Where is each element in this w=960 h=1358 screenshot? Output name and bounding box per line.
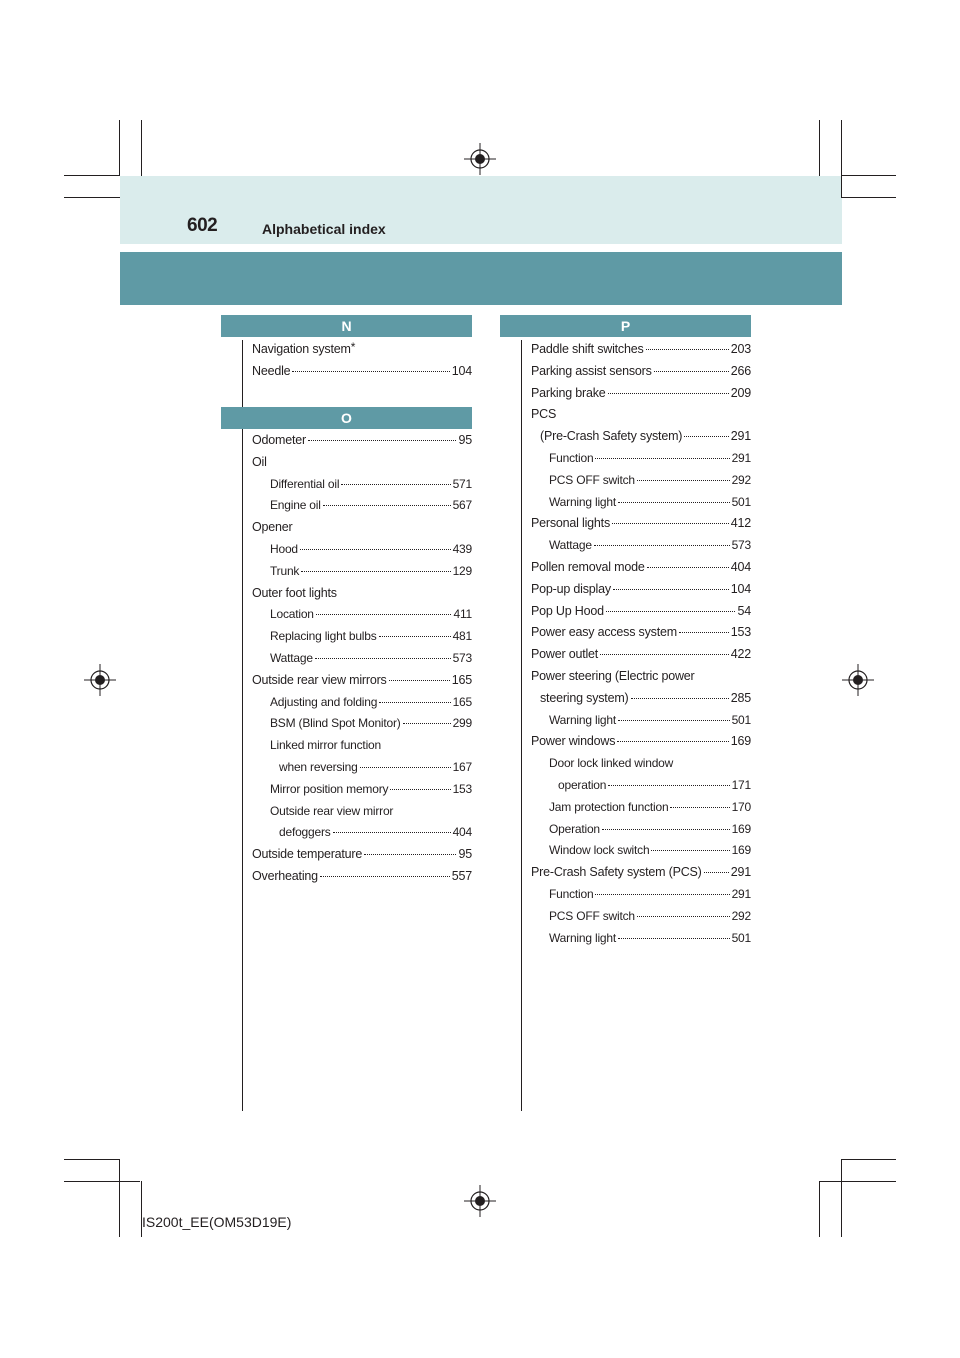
dot-leader bbox=[670, 806, 729, 808]
index-entry-label: Opener bbox=[252, 520, 293, 535]
index-entry bbox=[531, 513, 751, 535]
dot-leader bbox=[292, 370, 449, 372]
index-entry-label: Wattage bbox=[549, 538, 592, 553]
index-entry-label: Door lock linked window bbox=[549, 756, 674, 771]
dot-leader bbox=[364, 853, 456, 855]
index-entry-label: Needle bbox=[252, 363, 291, 378]
index-entry bbox=[252, 495, 472, 517]
index-entry-page: 169 bbox=[731, 821, 751, 836]
index-entry-page: 439 bbox=[452, 541, 472, 556]
index-entry-page: 203 bbox=[730, 342, 751, 356]
dot-leader bbox=[684, 435, 728, 437]
letter-tab-p: P bbox=[500, 315, 751, 337]
index-entry-label: Oil bbox=[252, 454, 267, 469]
dot-leader bbox=[606, 610, 736, 612]
index-entry-page: 571 bbox=[452, 476, 472, 491]
index-entry-label: Differential oil bbox=[270, 476, 340, 491]
index-entry-label: Outside rear view mirrors bbox=[252, 672, 387, 687]
index-entry bbox=[531, 731, 751, 753]
index-entry-page: 170 bbox=[731, 799, 751, 814]
index-entry bbox=[531, 470, 751, 492]
index-list-p bbox=[531, 339, 751, 949]
index-entry-page: 411 bbox=[453, 607, 472, 622]
dot-leader bbox=[631, 697, 729, 699]
index-entry bbox=[531, 862, 751, 884]
index-entry-label: Jam protection function bbox=[549, 799, 669, 814]
dot-leader bbox=[618, 501, 730, 503]
registration-mark-icon bbox=[84, 664, 116, 696]
dot-leader bbox=[323, 504, 451, 506]
index-entry-label: operation bbox=[558, 777, 607, 792]
index-entry-label: Power windows bbox=[531, 734, 616, 749]
letter-tab-n: N bbox=[221, 315, 472, 337]
index-entry bbox=[252, 430, 472, 452]
index-entry-page: 501 bbox=[731, 494, 751, 509]
index-entry-label: when reversing bbox=[279, 759, 358, 774]
index-entry-label: Adjusting and folding bbox=[270, 694, 378, 709]
dot-leader bbox=[301, 570, 450, 572]
index-entry bbox=[252, 692, 472, 714]
index-entry-label: Navigation system bbox=[252, 342, 351, 356]
dot-leader bbox=[651, 849, 729, 851]
dot-leader bbox=[390, 788, 450, 790]
index-entry-page: 165 bbox=[452, 694, 472, 709]
index-entry-page: 169 bbox=[731, 843, 751, 858]
crop-mark bbox=[119, 120, 120, 176]
dot-leader bbox=[300, 548, 451, 550]
index-entry bbox=[252, 735, 472, 757]
index-entry bbox=[252, 822, 472, 844]
dot-leader bbox=[333, 831, 451, 833]
index-entry bbox=[531, 797, 751, 819]
index-entry-label: Overheating bbox=[252, 868, 318, 883]
index-entry bbox=[531, 579, 751, 601]
dot-leader bbox=[602, 828, 730, 830]
crop-mark bbox=[64, 197, 120, 198]
dot-leader bbox=[594, 544, 730, 546]
index-entry-label: Outer foot lights bbox=[252, 585, 337, 600]
dot-leader bbox=[608, 392, 729, 394]
dot-leader bbox=[612, 522, 729, 524]
index-entry bbox=[531, 928, 751, 950]
crop-mark bbox=[842, 197, 896, 198]
crop-mark bbox=[819, 120, 820, 176]
registration-mark-icon bbox=[842, 664, 874, 696]
index-entry-label: Window lock switch bbox=[549, 843, 650, 858]
index-entry bbox=[531, 688, 751, 710]
index-entry-label: Wattage bbox=[270, 650, 313, 665]
crop-mark bbox=[842, 1159, 896, 1160]
index-entry bbox=[252, 361, 472, 383]
index-entry-label: Warning light bbox=[549, 712, 616, 727]
letter-tab-o: O bbox=[221, 407, 472, 429]
index-list-o bbox=[252, 430, 472, 888]
column-rule bbox=[242, 340, 243, 1111]
index-entry-label: Paddle shift switches bbox=[531, 342, 644, 356]
column-rule bbox=[521, 340, 522, 1111]
index-entry bbox=[252, 539, 472, 561]
index-entry-page: 209 bbox=[730, 385, 751, 400]
index-entry bbox=[531, 666, 751, 688]
index-entry bbox=[252, 517, 472, 539]
index-entry-page: 129 bbox=[452, 563, 472, 578]
dot-leader bbox=[595, 893, 729, 895]
crop-mark bbox=[64, 1181, 140, 1182]
index-entry bbox=[531, 557, 751, 579]
index-entry-page: 153 bbox=[452, 781, 472, 796]
index-entry-label: Operation bbox=[549, 821, 600, 836]
dot-leader bbox=[389, 679, 450, 681]
index-entry bbox=[531, 840, 751, 862]
index-entry-page: 291 bbox=[731, 886, 751, 901]
index-entry-page: 292 bbox=[731, 472, 751, 487]
index-entry bbox=[531, 404, 751, 426]
crop-mark bbox=[841, 1159, 842, 1237]
index-entry-page: 567 bbox=[452, 498, 472, 513]
dot-leader bbox=[617, 740, 728, 742]
index-entry-page: 169 bbox=[730, 734, 751, 749]
index-entry-page: 481 bbox=[452, 629, 472, 644]
index-entry bbox=[252, 670, 472, 692]
index-entry-label: Function bbox=[549, 886, 594, 901]
index-entry-label: PCS bbox=[531, 407, 557, 422]
index-entry bbox=[531, 535, 751, 557]
document-code: IS200t_EE(OM53D19E) bbox=[142, 1214, 292, 1230]
header-top-bar bbox=[120, 176, 842, 244]
index-list-n bbox=[252, 339, 472, 383]
index-entry-label: Pre-Crash Safety system (PCS) bbox=[531, 865, 702, 880]
index-entry bbox=[252, 583, 472, 605]
registration-mark-icon bbox=[464, 1185, 496, 1217]
index-entry bbox=[531, 819, 751, 841]
index-entry bbox=[531, 644, 751, 666]
index-entry bbox=[531, 906, 751, 928]
index-entry-page: 557 bbox=[451, 868, 472, 883]
index-entry-label: Hood bbox=[270, 541, 298, 556]
index-entry bbox=[252, 561, 472, 583]
index-entry-label: Function bbox=[549, 450, 594, 465]
dot-leader bbox=[600, 653, 729, 655]
index-entry-label: Pop Up Hood bbox=[531, 603, 604, 618]
index-entry bbox=[531, 339, 751, 361]
index-entry bbox=[531, 601, 751, 623]
dot-leader bbox=[618, 719, 730, 721]
index-entry-page: 404 bbox=[730, 559, 751, 574]
index-entry-label: Mirror position memory bbox=[270, 781, 389, 796]
index-entry-label: steering system) bbox=[540, 690, 629, 705]
index-entry bbox=[252, 474, 472, 496]
section-title: Alphabetical index bbox=[262, 221, 386, 237]
index-entry-label: Replacing light bulbs bbox=[270, 629, 377, 644]
index-entry-page: 95 bbox=[458, 847, 472, 862]
crop-mark bbox=[64, 175, 120, 176]
index-entry-page: 501 bbox=[731, 712, 751, 727]
crop-mark bbox=[841, 120, 842, 198]
dot-leader bbox=[595, 457, 729, 459]
dot-leader bbox=[704, 871, 729, 873]
dot-leader bbox=[308, 439, 457, 441]
dot-leader bbox=[403, 722, 451, 724]
index-entry bbox=[252, 801, 472, 823]
index-entry-page: 299 bbox=[452, 716, 472, 731]
index-entry-page: 95 bbox=[458, 433, 472, 447]
dot-leader bbox=[618, 937, 730, 939]
index-entry-label: Outside rear view mirror bbox=[270, 803, 394, 818]
index-entry bbox=[531, 383, 751, 405]
dot-leader bbox=[608, 784, 729, 786]
index-entry-page: 104 bbox=[451, 363, 472, 378]
header-band bbox=[120, 252, 842, 305]
index-entry bbox=[531, 492, 751, 514]
crop-mark bbox=[141, 120, 142, 176]
index-entry-label: Location bbox=[270, 607, 314, 622]
index-entry bbox=[252, 648, 472, 670]
index-entry-label: BSM (Blind Spot Monitor) bbox=[270, 716, 401, 731]
crop-mark bbox=[820, 1181, 896, 1182]
index-entry-page: 422 bbox=[730, 647, 751, 662]
dot-leader bbox=[315, 657, 451, 659]
index-entry bbox=[531, 622, 751, 644]
index-entry-label: Pop-up display bbox=[531, 581, 611, 596]
crop-mark bbox=[64, 1159, 120, 1160]
index-entry bbox=[531, 710, 751, 732]
index-entry bbox=[252, 713, 472, 735]
index-entry bbox=[531, 361, 751, 383]
dot-leader bbox=[637, 915, 730, 917]
dot-leader bbox=[647, 566, 729, 568]
index-entry-page: 573 bbox=[452, 650, 472, 665]
index-entry-page: 266 bbox=[730, 363, 751, 378]
index-entry-page: 104 bbox=[730, 581, 751, 596]
index-entry-page: 291 bbox=[730, 865, 751, 880]
index-entry-label: Personal lights bbox=[531, 516, 610, 531]
crop-mark bbox=[819, 1181, 820, 1237]
dot-leader bbox=[646, 348, 729, 350]
index-entry-page: 285 bbox=[730, 690, 751, 705]
index-entry bbox=[531, 753, 751, 775]
index-entry-label: (Pre-Crash Safety system) bbox=[540, 429, 683, 444]
index-entry-page: 54 bbox=[737, 603, 751, 618]
index-entry-page: 573 bbox=[731, 538, 751, 553]
index-entry-label: PCS OFF switch bbox=[549, 472, 635, 487]
index-entry bbox=[252, 779, 472, 801]
index-entry-page: 501 bbox=[731, 930, 751, 945]
index-entry-page: 171 bbox=[731, 777, 751, 792]
crop-mark bbox=[119, 1159, 120, 1237]
dot-leader bbox=[360, 766, 451, 768]
dot-leader bbox=[654, 370, 729, 372]
index-entry: Navigation system * bbox=[252, 339, 472, 361]
dot-leader bbox=[320, 875, 450, 877]
dot-leader bbox=[316, 613, 452, 615]
index-entry bbox=[252, 866, 472, 888]
page-number: 602 bbox=[187, 215, 218, 236]
index-entry-page: 165 bbox=[451, 672, 472, 687]
dot-leader bbox=[341, 483, 450, 485]
dot-leader bbox=[679, 631, 729, 633]
index-entry bbox=[531, 448, 751, 470]
index-entry bbox=[252, 604, 472, 626]
index-entry-label: PCS OFF switch bbox=[549, 908, 635, 923]
crop-mark bbox=[842, 175, 896, 176]
index-entry-label: Power steering (Electric power bbox=[531, 668, 695, 683]
index-entry-label: Trunk bbox=[270, 563, 300, 578]
index-entry bbox=[252, 452, 472, 474]
index-entry-label: Power outlet bbox=[531, 647, 599, 662]
index-entry-label: Parking assist sensors bbox=[531, 363, 652, 378]
index-entry-page: 291 bbox=[730, 429, 751, 444]
index-entry-label: defoggers bbox=[279, 825, 331, 840]
index-entry-page: 412 bbox=[730, 516, 751, 531]
index-entry bbox=[252, 757, 472, 779]
index-entry-label: Power easy access system bbox=[531, 625, 677, 640]
index-entry-page: 291 bbox=[731, 450, 751, 465]
index-entry-page: 292 bbox=[731, 908, 751, 923]
index-entry-page: 167 bbox=[452, 759, 472, 774]
index-entry-label: Warning light bbox=[549, 930, 616, 945]
index-entry-label: Outside temperature bbox=[252, 847, 363, 862]
index-entry-page: 153 bbox=[730, 625, 751, 640]
index-entry-label: Parking brake bbox=[531, 385, 606, 400]
index-entry-label: Odometer bbox=[252, 433, 306, 447]
index-entry bbox=[531, 884, 751, 906]
index-entry-label: Warning light bbox=[549, 494, 616, 509]
index-entry bbox=[252, 626, 472, 648]
index-entry-label: Linked mirror function bbox=[270, 738, 381, 753]
index-entry bbox=[531, 426, 751, 448]
index-entry bbox=[531, 775, 751, 797]
dot-leader bbox=[379, 701, 450, 703]
dot-leader bbox=[379, 635, 451, 637]
dot-leader bbox=[613, 588, 729, 590]
dot-leader bbox=[637, 479, 730, 481]
index-entry-label: Pollen removal mode bbox=[531, 559, 645, 574]
index-entry bbox=[252, 844, 472, 866]
index-entry-label: Engine oil bbox=[270, 498, 321, 513]
registration-mark-icon bbox=[464, 143, 496, 175]
index-entry-page: 404 bbox=[452, 825, 472, 840]
